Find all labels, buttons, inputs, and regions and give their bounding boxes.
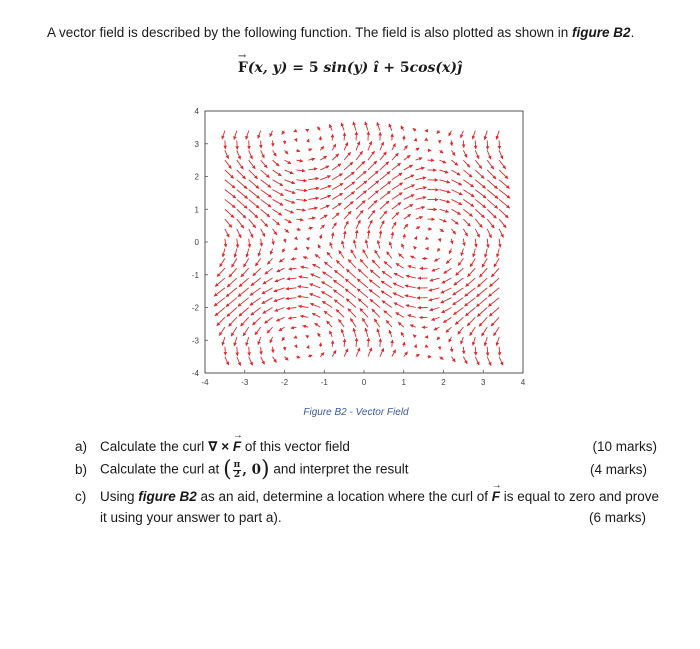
field-arrow	[237, 347, 238, 356]
field-arrow	[440, 347, 441, 350]
y-tick-label: 1	[194, 205, 199, 215]
field-arrow	[285, 347, 286, 351]
curl-operator: ∇ ×	[208, 439, 233, 454]
x-tick-label: 1	[401, 378, 406, 387]
field-arrow	[392, 340, 393, 347]
field-arrow	[416, 344, 417, 346]
field-arrow	[249, 347, 250, 356]
field-arrow	[308, 345, 309, 347]
figure-reference: figure B2	[572, 25, 631, 40]
y-tick-label: -1	[191, 270, 199, 280]
y-tick-label: -4	[191, 369, 199, 378]
y-tick-label: -2	[191, 303, 199, 313]
figure-caption: Figure B2 - Vector Field	[303, 407, 409, 418]
point-pi-over-2-zero: ( $\frac{\pi}{2}$ , 0 )	[223, 457, 270, 482]
x-tick-label: -3	[241, 378, 249, 387]
field-arrow	[368, 338, 369, 347]
vector-F: F →	[238, 60, 248, 76]
x-tick-label: 3	[481, 378, 486, 387]
field-arrow	[380, 339, 381, 347]
x-tick-label: 0	[361, 378, 367, 387]
question-marker: c)	[75, 489, 87, 504]
question-a: a) Calculate the curl ∇ × F → of this vector field (10 marks)	[75, 439, 657, 459]
y-tick-label: 2	[194, 172, 199, 182]
marks-label: (10 marks)	[592, 439, 657, 454]
question-marker: b)	[75, 462, 88, 477]
x-tick-label: -1	[320, 378, 328, 387]
field-arrow	[273, 347, 274, 353]
field-arrow	[463, 347, 464, 354]
vector-F: F →	[233, 439, 241, 454]
x-tick-label: -4	[201, 378, 209, 387]
field-arrow	[225, 347, 226, 355]
vector-field-function: F →(x, y) = 5 sin(y) î + 5cos(x)ĵ	[0, 60, 700, 76]
y-tick-label: 0	[194, 238, 199, 247]
question-b: b) Calculate the curl at ( $\frac{\pi}{2}$ , 0 ) and interpret the result (4 marks)	[75, 457, 647, 482]
x-tick-label: -2	[280, 378, 289, 387]
question-c-line2: it using your answer to part a).	[100, 510, 282, 525]
field-arrow	[344, 339, 345, 347]
field-arrow	[404, 342, 405, 347]
field-arrow	[499, 347, 500, 356]
field-arrow	[451, 347, 452, 352]
field-arrow	[475, 347, 476, 355]
vector-field-plot	[175, 105, 545, 390]
field-arrow	[261, 347, 262, 355]
y-tick-label: 4	[194, 107, 199, 116]
vector-F: F →	[492, 489, 500, 504]
marks-label: (6 marks)	[589, 510, 646, 525]
question-marker: a)	[75, 439, 88, 454]
y-tick-label: 3	[194, 139, 199, 149]
x-tick-label: 4	[520, 378, 526, 387]
field-arrow	[356, 338, 357, 347]
marks-label: (4 marks)	[590, 462, 647, 477]
field-arrow	[332, 341, 333, 347]
field-arrow	[296, 347, 297, 348]
field-arrow	[487, 347, 488, 356]
figure-reference: figure B2	[138, 489, 197, 504]
field-arrow	[320, 343, 321, 347]
intro-text: A vector field is described by the following function. The field is also plotted as shown in figure B2.	[47, 25, 635, 40]
y-tick-label: -3	[191, 336, 199, 346]
question-c: c) Using figure B2 as an aid, determine a location where the curl of F → is equal to zero and prove it using your answer to part a). (6 marks)	[75, 489, 646, 529]
x-tick-label: 2	[441, 378, 446, 387]
